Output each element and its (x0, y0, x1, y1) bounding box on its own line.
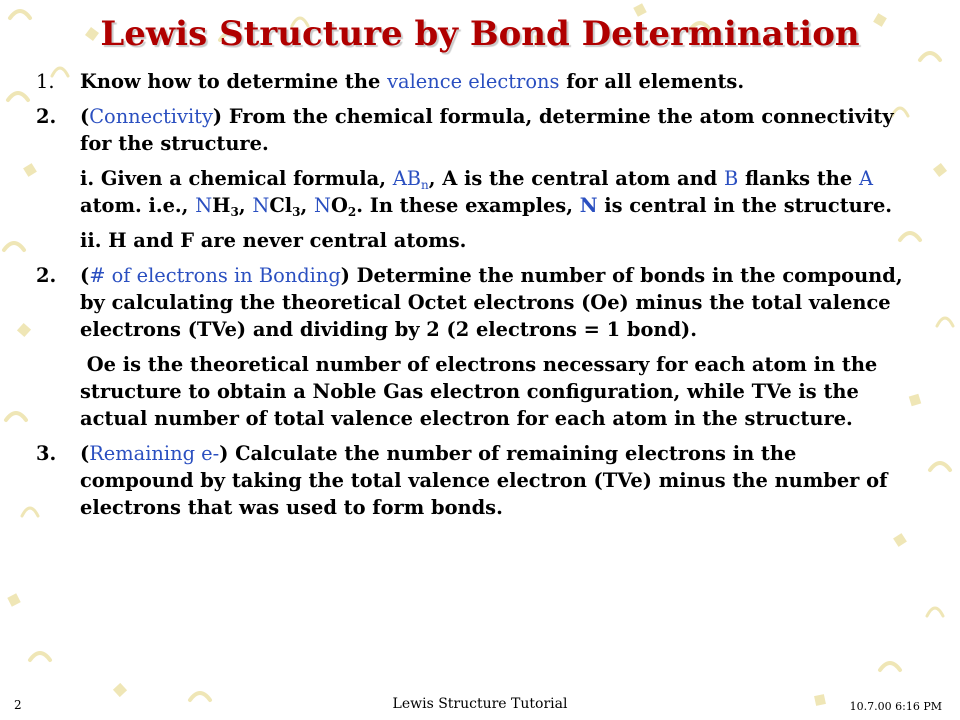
confetti-mark (930, 463, 950, 470)
confetti-mark (113, 683, 127, 697)
confetti-mark (927, 608, 943, 616)
confetti-mark (17, 323, 31, 337)
footer-date: 10.7.00 6:16 PM (849, 700, 942, 713)
list-item-3: 2. (# of electrons in Bonding) Determine the number of bonds in the compound, by calculating the theoretical Octet electrons (Oe) minus the total valence electrons (TVe) and dividing by 2 (2 electrons = 1 bond). (36, 264, 903, 341)
sub-item-ii: ii. H and F are never central atoms. (80, 229, 467, 252)
item-number: 3. (36, 442, 57, 465)
page-number: 2 (14, 698, 22, 712)
confetti-mark (7, 593, 20, 606)
highlight-bonding: # of electrons in Bonding (89, 264, 341, 287)
sub-item-oe: Oe is the theoretical number of electrons necessary for each atom in the structure to obtain a Noble Gas electron configuration, while TVe is the actual number of total valence electron for each atom in the structure. (80, 353, 878, 430)
slide-title: Lewis Structure by Bond Determination (100, 14, 860, 54)
item-number: 2. (36, 264, 57, 287)
list-item-1: 1. Know how to determine the valence electrons for all elements. (36, 70, 745, 93)
highlight-connectivity: Connectivity (89, 105, 213, 128)
confetti-mark (920, 53, 940, 60)
sub-item-i: i. Given a chemical formula, $AB_n$, A is the central atom and B flanks the A atom. i.e., $NH_3$, NCl$_3$, $NO_2$. In these examples, N is central in the structure. (80, 167, 893, 219)
highlight-remaining: Remaining e- (89, 442, 220, 465)
item-number: 2. (36, 105, 57, 128)
footer-title: Lewis Structure Tutorial (392, 696, 568, 712)
item-number: 1. (36, 70, 55, 93)
confetti-mark (933, 163, 947, 177)
confetti-mark (937, 318, 953, 326)
confetti-mark (8, 93, 28, 100)
confetti-mark (893, 533, 907, 547)
confetti-mark (4, 243, 24, 250)
list-item-4: 3. (Remaining e-) Calculate the number of remaining electrons in the compound by taking the total valence electron (TVe) minus the number of electrons that was used to form bonds. (36, 442, 888, 519)
list-item-2: 2. (Connectivity) From the chemical formula, determine the atom connectivity for the structure. (36, 105, 894, 155)
confetti-mark (30, 653, 50, 660)
highlight-valence-electrons: valence electrons (387, 70, 560, 93)
slide-content (36, 68, 912, 529)
confetti-mark (23, 163, 37, 177)
confetti-mark (6, 413, 26, 420)
confetti-mark (880, 663, 900, 670)
